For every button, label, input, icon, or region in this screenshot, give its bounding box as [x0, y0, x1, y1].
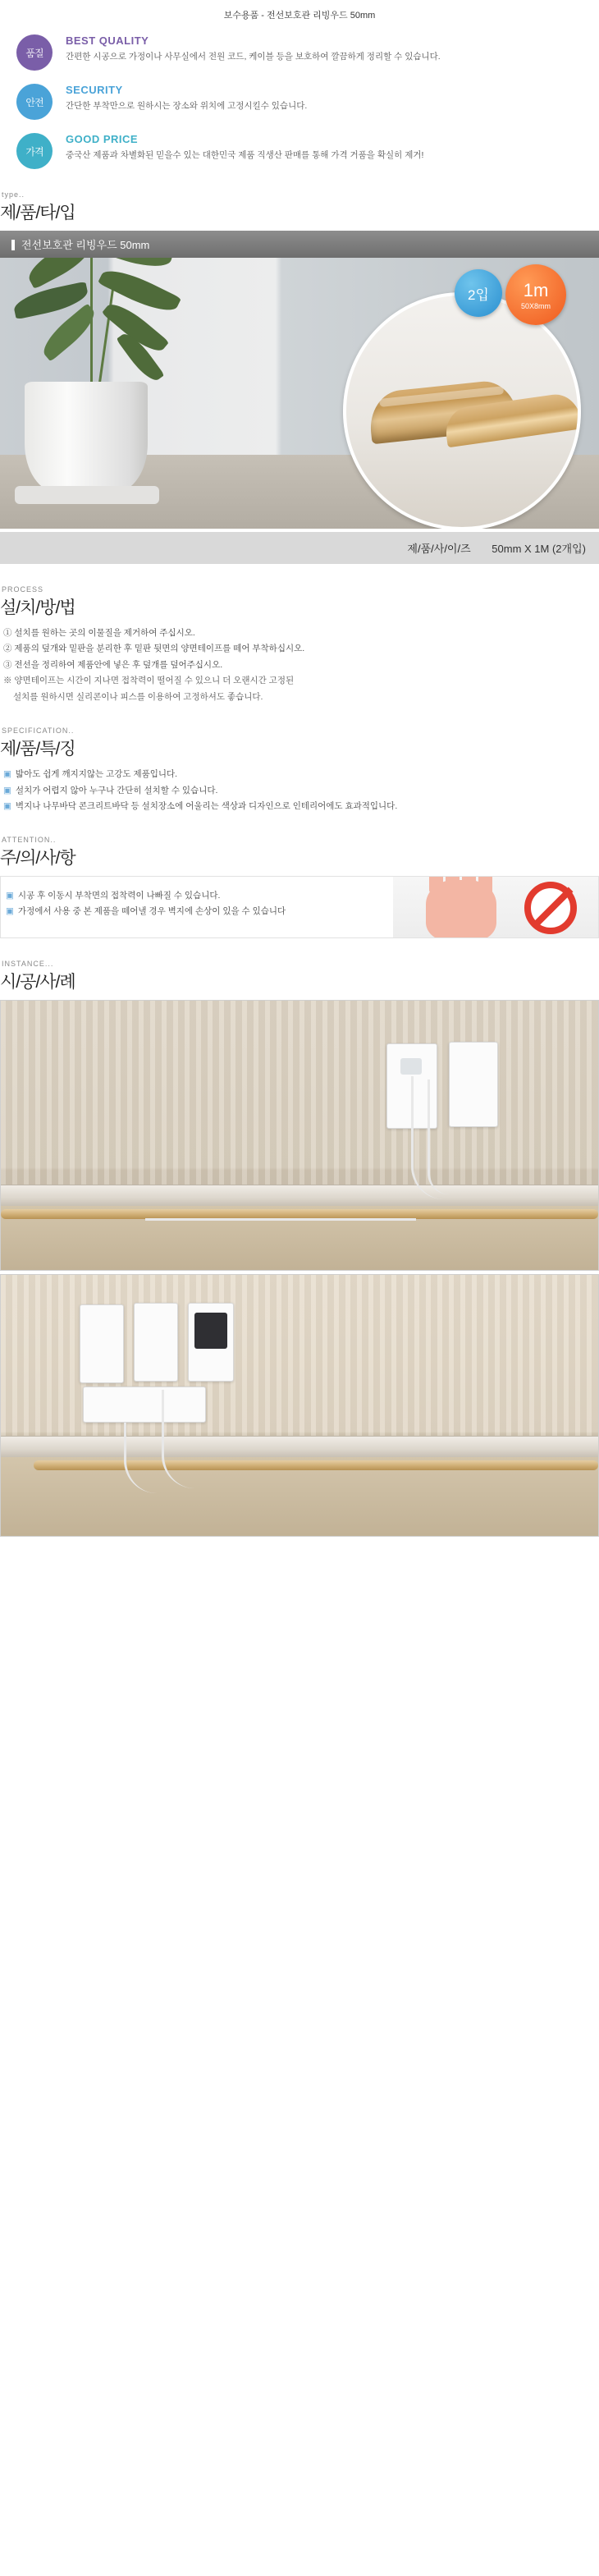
pack-count-label: 2입	[468, 286, 489, 303]
list-item: ② 제품의 덮개와 밑판을 분리한 후 밑판 뒷면의 양면테이프를 떼어 부착하십시오.	[3, 644, 305, 654]
power-cord	[145, 1191, 416, 1221]
section-specification	[0, 727, 599, 814]
warning-illustration	[393, 877, 598, 937]
pack-count-badge	[455, 269, 502, 317]
feature-item	[16, 131, 599, 169]
wall-switch	[449, 1042, 498, 1127]
length-label: 1m	[523, 279, 549, 300]
product-name-bar	[0, 231, 599, 258]
feature-item	[16, 82, 599, 120]
list-item: ▣ 시공 후 이동시 부착면의 접착력이 나빠질 수 있습니다.	[6, 891, 221, 901]
feature-list	[0, 33, 599, 169]
process-step-list	[0, 626, 599, 705]
feature-title: BEST QUALITY	[66, 34, 149, 47]
plant-leaves	[8, 258, 197, 397]
length-sub-label: 50X8mm	[520, 301, 551, 310]
section-kicker: type..	[2, 190, 25, 199]
section-title: 제/품/특/징	[0, 740, 75, 759]
feature-item	[16, 33, 599, 71]
attention-item-list	[1, 877, 393, 937]
product-size-bar	[0, 532, 599, 564]
feature-description: 간단한 부착만으로 원하시는 장소와 위치에 고정시킬수 있습니다.	[66, 101, 308, 111]
cable-duct-installed	[34, 1460, 598, 1470]
attention-box	[0, 876, 599, 938]
list-item: ▣ 벽지나 나무바닥 콘크리트바닥 등 설치장소에 어울리는 색상과 디자인으로 인테리어에도 효과적입니다.	[3, 800, 398, 811]
section-instance	[0, 960, 599, 1537]
list-item: ▣ 설치가 어렵지 않아 누구나 간단히 설치할 수 있습니다.	[3, 785, 218, 795]
power-cord	[162, 1390, 211, 1488]
feature-badge: 품질	[16, 34, 53, 71]
product-closeup-circle	[343, 292, 581, 529]
pot-base	[15, 486, 159, 504]
plug	[400, 1058, 422, 1075]
prohibition-icon	[524, 882, 577, 934]
bullet-square-icon: ▣	[3, 800, 11, 811]
feature-title: GOOD PRICE	[66, 133, 139, 145]
wall-switch	[80, 1304, 124, 1383]
list-item: ▣ 가정에서 사용 중 본 제품을 떼어낼 경우 벽지에 손상이 있을 수 있습니다	[6, 906, 286, 917]
section-kicker: SPECIFICATION..	[2, 727, 75, 736]
bullet-square-icon: ▣	[3, 785, 11, 795]
list-item: ▣ 밟아도 쉽게 깨지지않는 고강도 제품입니다.	[3, 769, 178, 780]
plant-pot	[25, 382, 148, 493]
section-type	[0, 190, 599, 564]
product-name: 전선보호관 리빙우드 50mm	[21, 239, 150, 251]
list-item: ③ 전선을 정리하여 제품안에 넣은 후 덮개를 덮어주십시오.	[3, 659, 223, 670]
feature-title: SECURITY	[66, 84, 123, 96]
length-badge	[505, 264, 566, 325]
section-kicker: PROCESS	[2, 585, 44, 594]
install-example-photo-2	[0, 1274, 599, 1537]
section-title: 제/품/타/입	[0, 204, 75, 222]
section-attention	[0, 836, 599, 938]
process-note-2: 설치를 원하시면 실리콘이나 피스를 이용하여 고정하셔도 좋습니다.	[13, 691, 263, 702]
feature-badge: 안전	[16, 84, 53, 120]
size-value: 50mm X 1M (2개입)	[492, 543, 586, 555]
feature-description: 간편한 시공으로 가정이나 사무실에서 전원 코드, 케이블 등을 보호하여 깔끔하게 정리할 수 있습니다.	[66, 52, 441, 62]
wall-switch	[134, 1303, 178, 1382]
bullet-square-icon: ▣	[6, 891, 14, 901]
baseboard	[1, 1436, 598, 1457]
process-note: ※ 양면테이프는 시간이 지나면 접착력이 떨어질 수 있으니 더 오랜시간 고정된	[3, 676, 295, 686]
feature-badge: 가격	[16, 133, 53, 169]
section-kicker: INSTANCE...	[2, 960, 54, 969]
section-process	[0, 585, 599, 705]
bullet-square-icon: ▣	[6, 906, 14, 917]
feature-description: 중국산 제품과 차별화된 믿을수 있는 대한민국 제품 직생산 판매를 통해 가격 거품을 확실히 제거!	[66, 150, 424, 160]
hand-icon	[426, 880, 496, 938]
list-item: ① 설치를 원하는 곳의 이물질을 제거하여 주십시오.	[3, 628, 195, 638]
section-title: 주/의/사/항	[0, 849, 75, 869]
section-kicker: ATTENTION..	[2, 836, 57, 845]
spec-item-list	[0, 767, 599, 814]
size-label: 제/품/사/이/즈	[407, 543, 471, 555]
page-title: 보수용품 - 전선보호관 리빙우드 50mm	[223, 11, 376, 21]
hero-product-photo	[0, 258, 599, 529]
section-title: 시/공/사/례	[0, 973, 75, 992]
section-title: 설/치/방/법	[0, 598, 75, 617]
install-example-photo-1	[0, 1000, 599, 1271]
plug	[194, 1313, 227, 1349]
power-cord	[428, 1079, 449, 1194]
bullet-square-icon: ▣	[3, 769, 11, 780]
